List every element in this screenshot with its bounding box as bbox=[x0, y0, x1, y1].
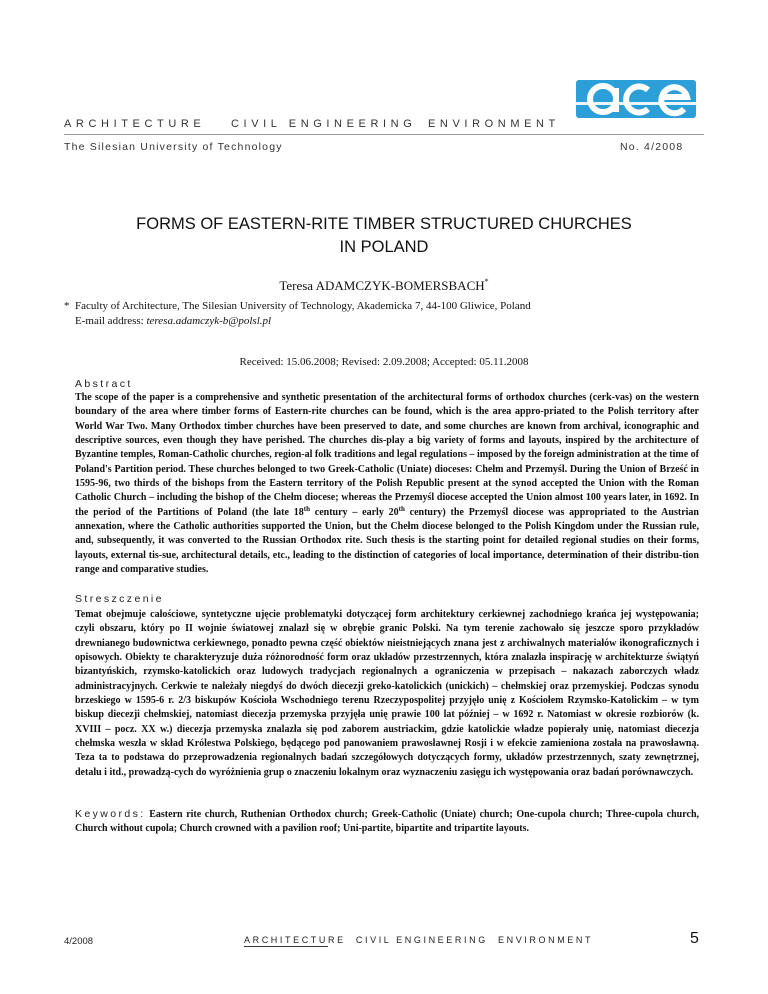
footer-journal bbox=[244, 935, 593, 945]
received-dates: Received: 15.06.2008; Revised: 2.09.2008; Accepted: 05.11.2008 bbox=[239, 356, 529, 368]
footer-environment: ENVIRONMENT bbox=[498, 935, 594, 945]
email-label: E-mail address: bbox=[75, 315, 144, 327]
ace-logo bbox=[576, 78, 696, 120]
footer-civil-engineering: CIVIL ENGINEERING bbox=[355, 935, 488, 945]
affiliation-mark: * bbox=[64, 300, 70, 312]
header-architecture: ARCHITECTURE bbox=[64, 118, 206, 130]
page-number: 5 bbox=[690, 930, 699, 947]
keywords-label: Keywords: bbox=[75, 808, 146, 820]
abstract-text-part1: The scope of the paper is a comprehensive and synthetic presentation of the architectural forms of orthodox churches (cerk-vas) on the western boundary of the area where timber forms of Eastern-rite churches can be found, which is the area appro-priated to the Polish territory after World War Two. Many Orthodox timber churches have been preserved to date, and some churches are known from archival, iconographic and descriptive sources, even though they have perished. The churches dis-play a big variety of forms and layouts, inspired by the architecture of Byzantine temples, Roman-Catholic churches, region-al folk traditions and legal regulations – imposed by the foreign administration at the time of Poland's Partition period. These churches belonged to two Greek-Catholic (Uniate) dioceses: Chełm and Przemyśl. During the Union of Brześć in 1595-96, two thirds of the bishops from the Eastern territory of the Polish Republic present at the synod accepted the Union with the Roman Catholic Church – including the bishop of the Chełm diocese; whereas the Przemyśl diocese accepted the Union almost 100 years later, in 1692. In the period of the Partitions of Poland (the late 18 bbox=[75, 392, 699, 518]
author-name: Teresa ADAMCZYK-BOMERSBACH bbox=[279, 278, 485, 293]
abstract-text bbox=[75, 391, 699, 577]
author-mark: * bbox=[484, 277, 489, 286]
abstract-sup1: th bbox=[303, 504, 310, 513]
affiliation-text: Faculty of Architecture, The Silesian University of Technology, Akademicka 7, 44-100 Gliwice, Poland bbox=[75, 300, 531, 312]
email-address[interactable]: teresa.adamczyk-b@polsl.pl bbox=[146, 315, 272, 327]
header-civil-engineering: CIVIL ENGINEERING bbox=[231, 118, 417, 130]
footer-issue: 4/2008 bbox=[64, 936, 94, 947]
footer-underline bbox=[244, 946, 328, 947]
streszczenie-heading: Streszczenie bbox=[75, 593, 164, 605]
affiliation bbox=[64, 299, 705, 329]
abstract-heading: Abstract bbox=[75, 378, 133, 390]
abstract-sup2: th bbox=[398, 504, 405, 513]
header-environment: ENVIRONMENT bbox=[428, 118, 560, 130]
keywords bbox=[75, 807, 699, 837]
article-title-line2: IN POLAND bbox=[339, 238, 429, 256]
article-title bbox=[80, 213, 688, 259]
abstract-text-part2: century – early 20 bbox=[309, 506, 399, 518]
header-university: The Silesian University of Technology bbox=[64, 141, 283, 153]
streszczenie-text: Temat obejmuje całościowe, syntetyczne ujęcie problematyki dotyczącej form architektury cerkiewnej zachodniego krańca jej występowania; czyli obszaru, który po II wojnie światowej znalazł się w obrębie granic Polski. Na tym terenie zachowało się jeszcze sporo przykładów drewnianego budownictwa cerkiewnego, ponadto pewna część obiektów nieistniejących znana jest z archiwalnych materiałów ikonograficznych i opisowych. Obiekty te charakteryzuje duża różnorodność form oraz układów przestrzennych, która znalazła inspirację w architekturze świątyń bizantyńskich, rzymsko-katolickich oraz ludowych tradycjach regionalnych a ograniczenia w przepisach – nakazach zaborczych władz administracyjnych. Cerkwie te należały niegdyś do dwóch diecezji greko-katolickich (unickich) – chełmskiej oraz przemyskiej. Podczas synodu brzeskiego w 1595-6 r. 2/3 biskupów Kościoła Wschodniego terenu Rzeczypospolitej przyjęło unię z Kościołem Rzymsko-Katolickim – w tym biskup diecezji chełmskiej, natomiast diecezja przemyska przyjęła unię prawie 100 lat później – w 1692 r. Natomiast w okresie rozbiorów (k. XVIII – pocz. XX w.) diecezja przemyska znalazła się pod zaborem austriackim, gdzie katolickie władze popierały unię, natomiast diecezja chełmska weszła w skład Królestwa Polskiego, będącego pod panowaniem prawosławnej Rosji i w efekcie zamieniona została na prawosławną. Teza ta to podstawa do przeprowadzenia regionalnych badań szczegółowych dotyczących formy, układów przestrzennych, szaty zewnętrznej, detalu i itd., prowadzą-cych do wyróżnienia grup o znaczeniu lokalnym oraz wyznaczeniu zasięgu ich występowania oraz badań porównawczych. bbox=[75, 609, 699, 778]
email-line bbox=[75, 314, 705, 329]
header-issue: No. 4/2008 bbox=[620, 141, 684, 153]
keywords-text: Eastern rite church, Ruthenian Orthodox church; Greek-Catholic (Uniate) church; One-cupola church; Three-cupola church, Church without cupola; Church crowned with a pavilion roof; Uni-partite, bipartite and tripartite layouts. bbox=[75, 809, 700, 835]
abstract-text-part3: century) the Przemyśl diocese was appropriated to the Austrian annexation, where the Catholic authorities supported the Union, but the Chełm diocese belonged to the Polish Kingdom under the Russian rule, and, subsequently, it was converted to the Russian Orthodox rite. Such thesis is the starting point for detailed regional studies on their forms, layouts, external tis-sue, architectural details, etc., leading to the distinction of categories of local importance, determination of their distribu-tion range and comparative studies. bbox=[75, 506, 699, 576]
header-rule bbox=[64, 134, 704, 135]
footer-architecture: ARCHITECTURE bbox=[244, 935, 346, 945]
article-title-line1: FORMS OF EASTERN-RITE TIMBER STRUCTURED CHURCHES bbox=[136, 215, 632, 233]
author bbox=[0, 277, 768, 294]
